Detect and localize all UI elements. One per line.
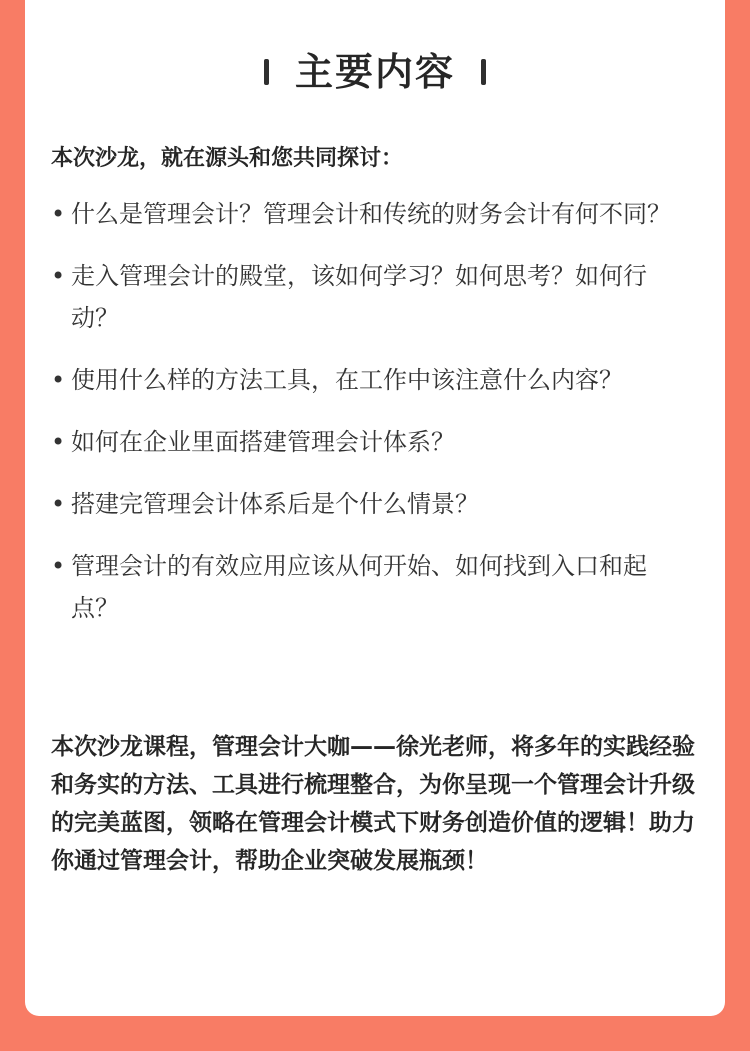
title-bar-left [264, 59, 269, 85]
list-item-text: 什么是管理会计？管理会计和传统的财务会计有何不同？ [71, 200, 671, 228]
list-item-text: 使用什么样的方法工具，在工作中该注意什么内容？ [71, 366, 623, 394]
title-bar-right [481, 59, 486, 85]
bullet-icon: • [51, 552, 66, 580]
bullet-icon: • [51, 428, 66, 456]
list-item [51, 421, 691, 463]
intro-text: 本次沙龙，就在源头和您共同探讨： [51, 146, 404, 171]
list-item [51, 545, 691, 629]
list-item-text: 走入管理会计的殿堂，该如何学习？如何思考？如何行动？ [71, 262, 647, 332]
summary-paragraph: 本次沙龙课程，管理会计大咖——徐光老师，将多年的实践经验和务实的方法、工具进行梳理整合，为你呈现一个管理会计升级的完美蓝图，领略在管理会计模式下财务创造价值的逻辑！助力你通过管理会计，帮助企业突破发展瓶颈！ [51, 734, 695, 874]
topic-list [51, 193, 691, 649]
section-title: 主要内容 [294, 50, 455, 94]
list-item [51, 483, 691, 525]
list-item-text: 管理会计的有效应用应该从何开始、如何找到入口和起点？ [71, 552, 647, 622]
list-item [51, 359, 691, 401]
bullet-icon: • [51, 490, 66, 518]
section-header [25, 44, 725, 100]
bullet-icon: • [51, 200, 66, 228]
bullet-icon: • [51, 262, 66, 290]
list-item [51, 255, 691, 339]
list-item [51, 193, 691, 235]
content-card [25, 0, 725, 1016]
list-item-text: 如何在企业里面搭建管理会计体系？ [71, 428, 455, 456]
list-item-text: 搭建完管理会计体系后是个什么情景？ [71, 490, 479, 518]
bullet-icon: • [51, 366, 66, 394]
